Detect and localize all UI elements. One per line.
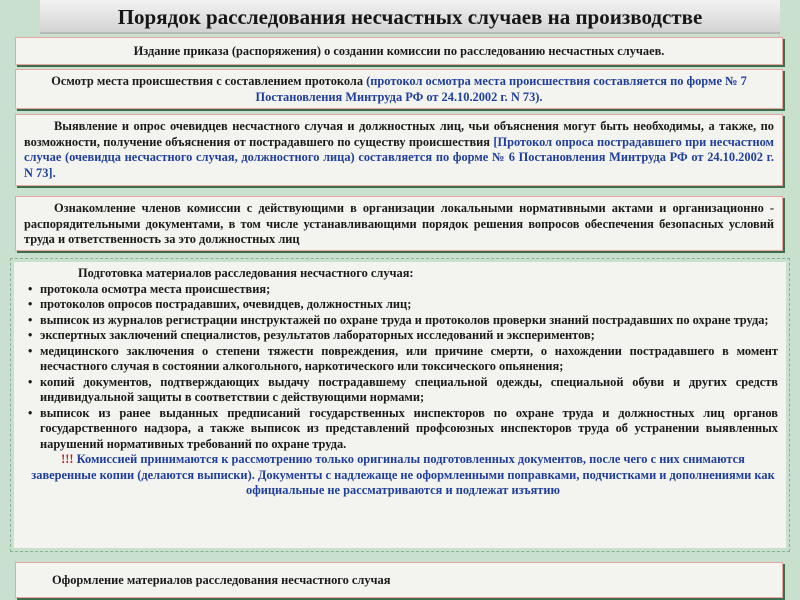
materials-list (28, 282, 778, 453)
materials-item: • медицинского заключения о степени тяжести повреждения, или причине смерти, о нахождении пострадавшего в момент несчастного случая в состоянии алкогольного, наркотического или токсического опьянения; (28, 344, 778, 375)
materials-item: • выписок из ранее выданных предписаний государственных инспекторов по охране труда и должностных лиц органов государственного надзора, а также выписок из представлений профсоюзных инспекторов труда об устранении выявленных нарушений нормативных требований по охране труда. (28, 406, 778, 453)
step-materials-heading: Подготовка материалов расследования несчастного случая: (78, 266, 414, 280)
materials-item: • выписок из журналов регистрации инструктажей по охране труда и протоколов проверки знаний пострадавших по охране труда; (28, 313, 778, 329)
warning-mark: !!! (61, 452, 77, 466)
materials-item: • экспертных заключений специалистов, результатов лабораторных исследований и экспериментов; (28, 328, 778, 344)
materials-item: • протоколов опросов пострадавших, очевидцев, должностных лиц; (28, 297, 778, 313)
step-order-text: Издание приказа (распоряжения) о создании комиссии по расследованию несчастных случаев. (133, 44, 665, 58)
materials-item: • копий документов, подтверждающих выдачу пострадавшему специальной одежды, специальной обуви и других средств индивидуальной защиты в соответствии с действующими нормами; (28, 375, 778, 406)
warning-text: Комиссией принимаются к рассмотрению только оригиналы подготовленных документов, после чего с них снимаются заверенные копии (делаются выписки). Документы с надлежаще не оформленными поправками, подчистками и дополнениями как официальные не рассматриваются и подлежат изъятию (31, 452, 775, 497)
step-familiarization-box (15, 196, 783, 251)
page-title: Порядок расследования несчастных случаев на производстве (40, 0, 780, 34)
step-interview-note: [Протокол опроса пострадавшего при несчастном случае (очевидца несчастного случая, должностного лица) составляется по форме № 6 Постановления Минтруда РФ от 24.10.2002 г. N 73]. (24, 134, 774, 180)
materials-warning (28, 452, 778, 499)
step-order-box (15, 37, 783, 65)
materials-item: • протокола осмотра места происшествия; (28, 282, 778, 298)
step-formalization-box (15, 562, 783, 598)
step-interview-box (15, 114, 783, 186)
step-inspection-box (15, 69, 783, 109)
step-interview-text: Выявление и опрос очевидцев несчастного случая и должностных лиц, чьи объяснения могут быть необходимы, а также, по возможности, получение объяснения от пострадавшего по существу происшествия (24, 119, 774, 149)
step-formalization-text: Оформление материалов расследования несчастного случая (52, 573, 391, 587)
step-inspection-note: (протокол осмотра места происшествия составляется по форме № 7 Постановления Минтруда РФ от 24.10.2002 г. N 73). (255, 74, 747, 104)
step-familiarization-text: Ознакомление членов комиссии с действующими в организации локальными нормативными актами и организационно - распорядительными документами, в том числе устанавливающими порядок решения вопросов обеспечения безопасных условий труда и ответственность за это должностных лиц (24, 201, 774, 246)
step-inspection-text: Осмотр места происшествия с составлением протокола (51, 74, 364, 88)
step-materials-box (14, 262, 786, 548)
